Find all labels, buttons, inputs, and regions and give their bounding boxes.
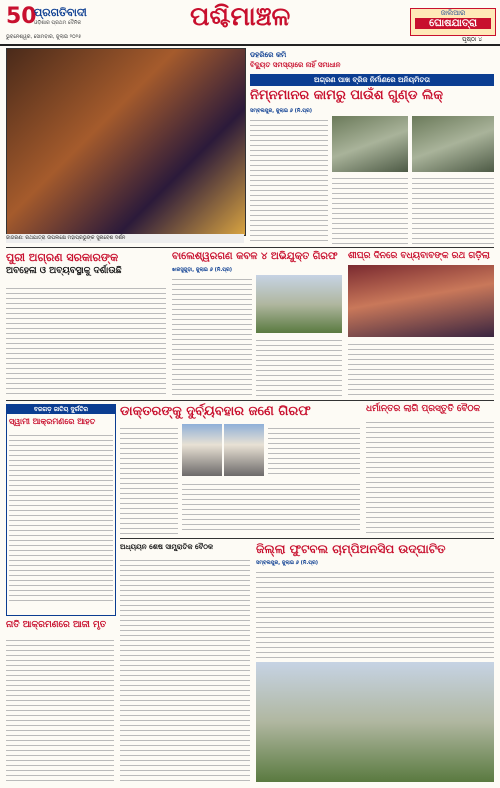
headline-bridge: ନିମ୍ନମାନର କାମରୁ ପାଉଁଶ ଗୁଣ୍ଡ ଲିକ୍ [250, 88, 443, 103]
article-body-arrest-2 [256, 336, 342, 396]
accused-photo-2 [224, 424, 264, 476]
article-body-rath [348, 340, 494, 396]
story-strip: ଅଗ୍ରଣ ପାଖ ବ୍ରିଜ ନିର୍ମାଣରେ ଅନିୟମିତତା [250, 74, 494, 86]
headline-doctor: ଡାକ୍ତରଙ୍କୁ ଦୁର୍ବ୍ୟବହାର ଜଣେ ଗିରଫ [120, 404, 311, 419]
side-body [9, 431, 113, 601]
kicker-2: ବିଦ୍ୟୁତ ସମସ୍ୟାରେ ନାହିଁ ସମାଧାନ [250, 60, 341, 69]
article-body-1 [250, 116, 328, 244]
banner-top-text: ଜାଲିଆର [440, 9, 466, 17]
headline-puri: ପୁରୀ ଅଗ୍ରଣ ସରକାରଙ୍କ [6, 251, 119, 264]
page-title: ପଶ୍ଚିମାଞ୍ଚଳ [190, 2, 291, 32]
byline: ସମ୍ବଲପୁର, ଜୁଲାଇ ୬ (ନି.ପ୍ର) [250, 108, 313, 114]
banner-bottom-text: ଘୋଷଯାତ୍ରା [415, 18, 491, 29]
article-body-football [256, 568, 494, 658]
side-kicker: ବରଗଡ଼ ଜାତିୟ ଦୁର୍ଗତିର [7, 405, 115, 414]
divider [6, 247, 494, 248]
page-number: ପୃଷ୍ଠା ୪ [462, 36, 483, 43]
article-body-doctor-3 [268, 424, 360, 476]
paper-name: ପ୍ରଗତିବାଦୀ [34, 6, 87, 19]
divider-3 [120, 538, 494, 539]
article-body-grandson [6, 636, 114, 782]
article-body-2 [332, 174, 408, 244]
side-box [6, 404, 116, 616]
headline-puri-2: ଅବହେଳା ଓ ଅବ୍ୟବସ୍ଥାକୁ ଦର୍ଶାଉଛି [6, 266, 122, 276]
bridge-photo [332, 116, 408, 172]
headline-rath: ଶୀଘ୍ର ଦିନରେ ବଧ୍ୟବାବଙ୍କ ରଥ ଗଡ଼ିଲା [348, 251, 490, 261]
accused-photo-1 [182, 424, 222, 476]
article-body-small [120, 556, 250, 782]
bridge-photo-2 [412, 116, 494, 172]
headline-grandson: ନାତି ଆକ୍ରମଣରେ ଆଜୀ ମୃତ [6, 620, 107, 630]
article-body-3 [412, 174, 494, 244]
dateline: ଭୁବନେଶ୍ୱର, ସୋମବାର, ଜୁଲାଇ ୨୦୨୫ [6, 34, 82, 40]
deities-photo [6, 48, 246, 236]
divider-2 [6, 400, 494, 401]
rath-photo [348, 265, 494, 337]
byline-3: ସମ୍ବଲପୁର, ଜୁଲାଇ ୬ (ନି.ପ୍ର) [256, 560, 319, 566]
kicker: ଡହରିରେ କମି [250, 50, 287, 59]
side-headline: ସ୍ୱାମୀ ଆକ୍ରମଣରେ ଆହତ [9, 416, 96, 426]
headline-arrest: ବାଲେଶ୍ୱରଗଣ କବଳ ୪ ଅଭିଯୁକ୍ତ ଗିରଫ [172, 251, 338, 262]
article-body-doctor-2 [182, 480, 360, 534]
article-body-meeting [366, 418, 494, 534]
arrest-photo [256, 275, 342, 333]
article-body-arrest [172, 275, 252, 396]
rath-yatra-banner [410, 8, 496, 36]
headline-small: ଅଧ୍ୟୟନ ଶେଷ ସାମ୍ପ୍ରାତିକ ବୈଠକ [120, 542, 214, 551]
article-body-puri [6, 284, 166, 396]
football-photo [256, 662, 494, 782]
byline-2: ଝାରସୁଗୁଡ଼ା, ଜୁଲାଇ ୬ (ନି.ପ୍ର) [172, 267, 233, 273]
headline-meeting: ଧର୍ମାନ୍ତର ଲାଗି ପ୍ରସ୍ତୁତି ବୈଠକ [366, 404, 481, 414]
anniversary-logo: 50 [6, 4, 37, 29]
photo-caption: ଜାଗରଣ: ରଥଯାତ୍ରା ଉପଲକ୍ଷେ ମହାପ୍ରଭୁଙ୍କ ସୁନାବେଶ ଦର୍ଶନ [6, 234, 244, 243]
article-body-doctor [120, 424, 178, 534]
headline-football: ଜିଲ୍ଲା ଫୁଟବଲ ଚାମ୍ପିଅନସିପ ଉଦ୍‌ଘାଟିତ [256, 542, 446, 556]
paper-tagline: ଓଡ଼ିଶାର ପ୍ରଥମ ଦୈନିକ [34, 20, 82, 26]
